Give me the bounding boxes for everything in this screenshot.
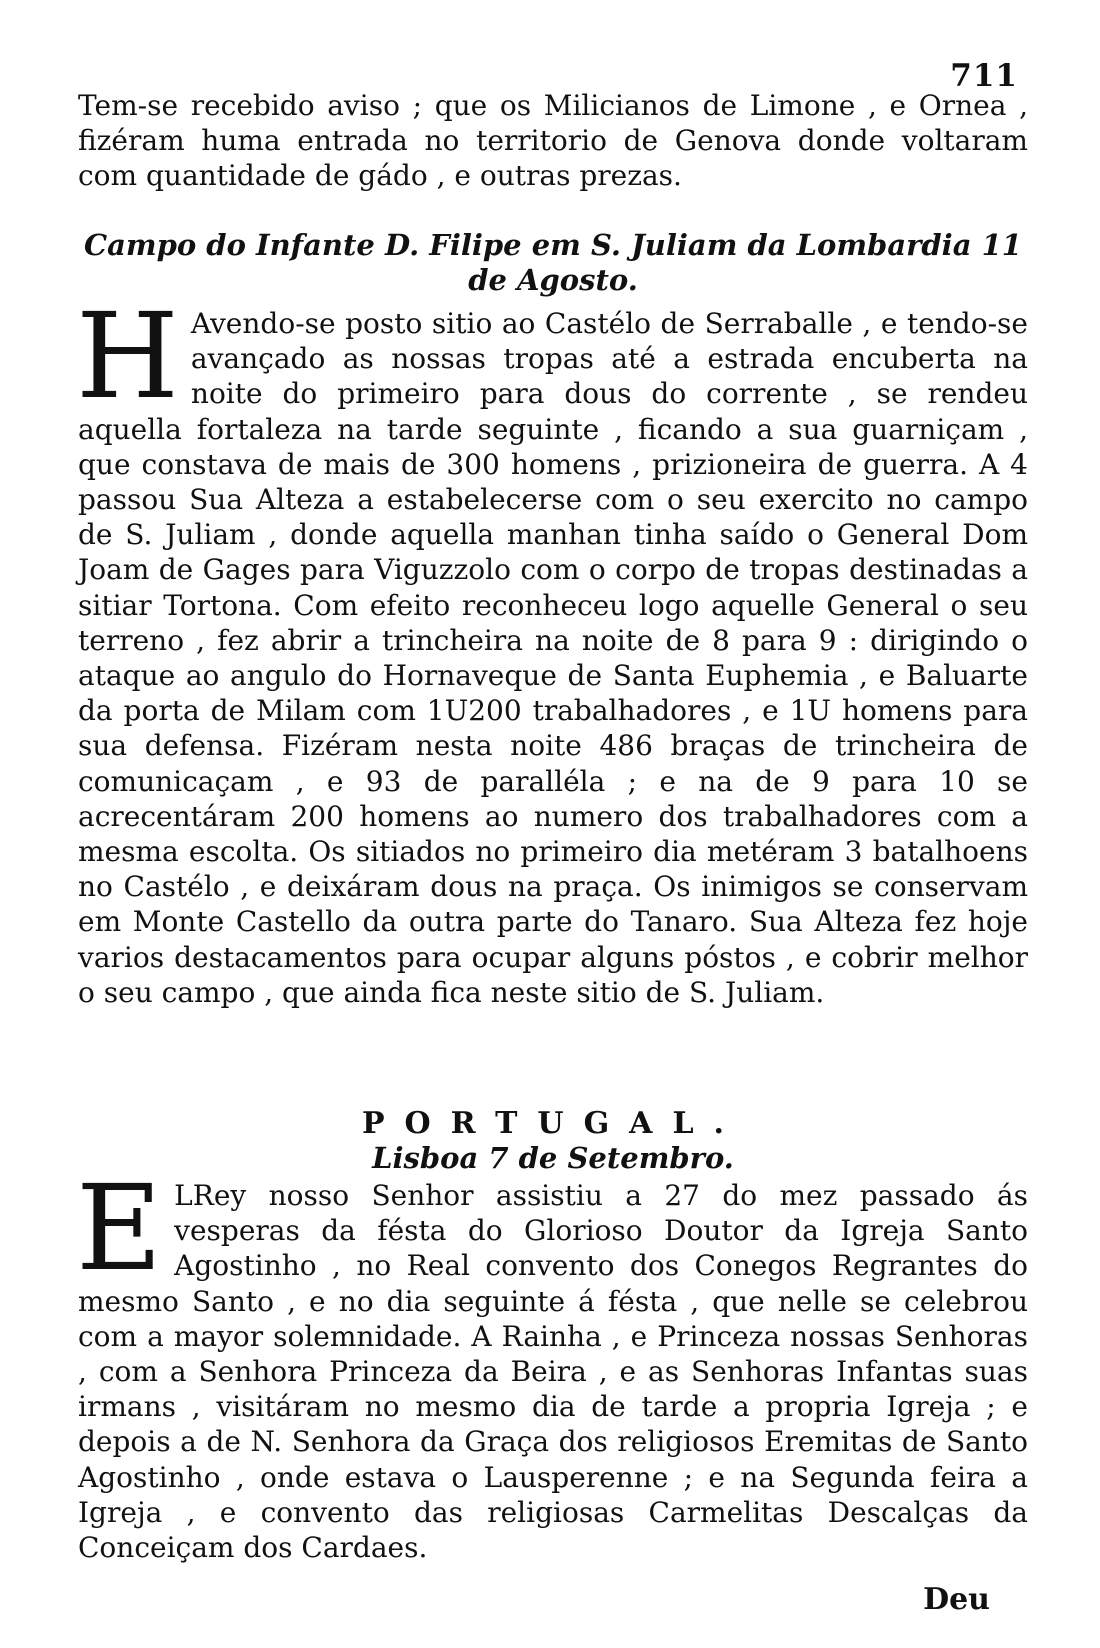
catchword: Deu	[923, 1582, 990, 1617]
drop-cap-e: E	[76, 1159, 163, 1297]
section-heading-portugal: PORTUGAL.	[361, 1106, 745, 1141]
page-number: 711	[950, 58, 1018, 94]
heading-lisboa: Lisboa 7 de Setembro.	[372, 1141, 734, 1175]
paragraph-lisboa	[76, 1159, 1028, 1565]
drop-cap-h: H	[76, 287, 179, 425]
paragraph-campo-text: Avendo-se posto sitio ao Castélo de Serraballe , e tendo-se avançado as nossas tropas até a estrada encuberta na noite do primeiro para dous do corrente , se rendeu aquella fortaleza na tarde seguinte , ficando a sua guarniçam , que constava de mais de 300 homens , prizioneira de guerra. A 4 passou Sua Alteza a estabelecerse com o seu exercito no campo de S. Juliam , donde aquella manhan tinha saído o General Dom Joam de Gages para Viguzzolo com o corpo de tropas destinadas a sitiar Tortona. Com efeito reconheceu logo aquelle General o seu terreno , fez abrir a trincheira na noite de 8 para 9 : dirigindo o ataque ao angulo do Hornaveque de Santa Euphemia , e Baluarte da porta de Milam com 1U200 trabalhadores , e 1U homens para sua defensa. Fizéram nesta noite 486 braças de trincheira de comunicaçam , e 93 de paralléla ; e na de 9 para 10 se acrecentáram 200 homens ao numero dos trabalhadores com a mesma escolta. Os sitiados no primeiro dia metéram 3 batalhoens no Castélo , e deixáram dous na praça. Os inimigos se conservam em Monte Castello da outra parte do Tanaro. Sua Alteza fez hoje varios destacamentos para ocupar alguns póstos , e cobrir melhor o seu campo , que ainda fica neste sitio de S. Juliam.	[78, 307, 1028, 1009]
paragraph-campo	[76, 287, 1028, 1010]
paragraph-lisboa-text: LRey nosso Senhor assistiu a 27 do mez passado ás vesperas da fésta do Glorioso Doutor da Igreja Santo Agostinho , no Real convento dos Conegos Regrantes do mesmo Santo , e no dia seguinte á fésta , que nelle se celebrou com a mayor solemnidade. A Rainha , e Princeza nossas Senhoras , com a Senhora Princeza da Beira , e as Senhoras Infantas suas irmans , visitáram no mesmo dia de tarde a propria Igreja ; e depois a de N. Senhora da Graça dos religiosos Eremitas de Santo Agostinho , onde estava o Lausperenne ; e na Segunda feira a Igreja , e convento das religiosas Carmelitas Descalças da Conceiçam dos Cardaes.	[78, 1179, 1028, 1565]
paragraph-milicianos: Tem-se recebido aviso ; que os Milicianos de Limone , e Ornea , fizéram huma entrada no territorio de Genova donde voltaram com quantidade de gádo , e outras prezas.	[78, 89, 1028, 193]
heading-campo: Campo do Infante D. Filipe em S. Juliam da Lombardia 11 de Agosto.	[84, 228, 1022, 297]
